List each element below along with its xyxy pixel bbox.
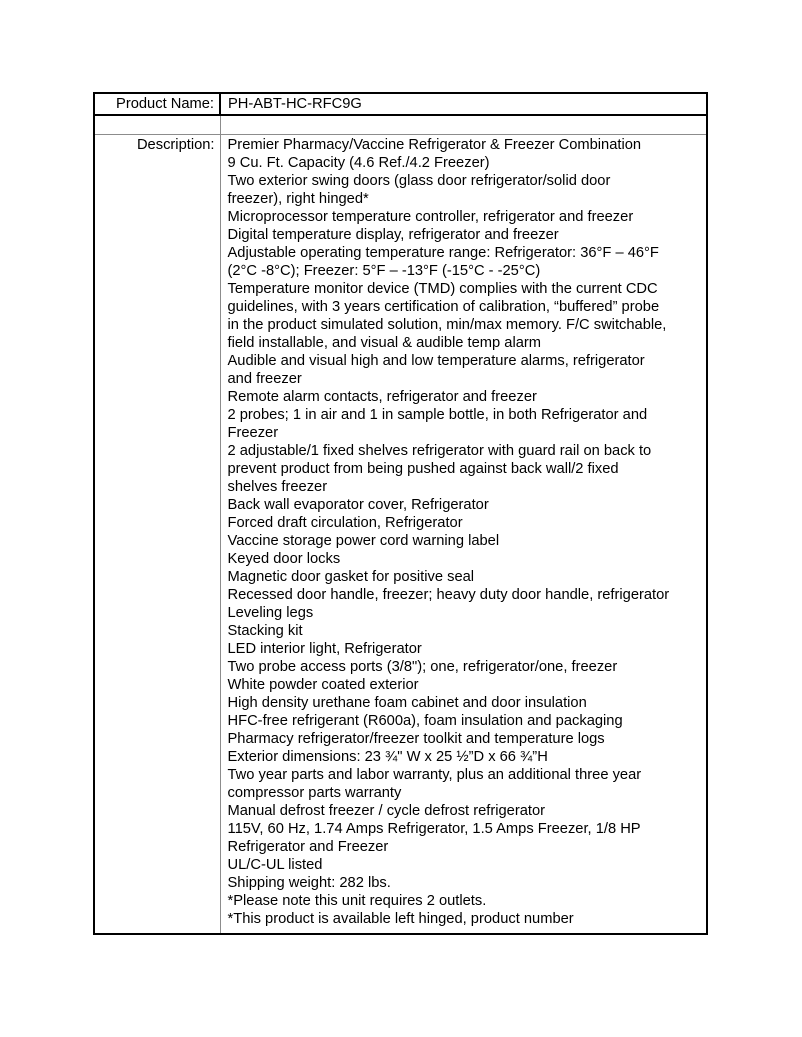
spacer-value-cell xyxy=(220,115,707,134)
description-line: High density urethane foam cabinet and door insulation xyxy=(227,694,587,711)
description-line: Microprocessor temperature controller, refrigerator and freezer xyxy=(227,208,634,225)
description-line: Exterior dimensions: 23 ¾" W x 25 ½”D x 66 ¾”H xyxy=(227,748,548,765)
description-line: Keyed door locks xyxy=(227,550,341,567)
product-name-value: PH-ABT-HC-RFC9G xyxy=(220,93,707,115)
description-line: UL/C-UL listed xyxy=(227,856,323,873)
description-line: shelves freezer xyxy=(227,478,328,495)
description-line: Pharmacy refrigerator/freezer toolkit and temperature logs xyxy=(227,730,605,747)
description-line: (2°C -8°C); Freezer: 5°F – -13°F (-15°C - -25°C) xyxy=(227,262,541,279)
description-line: compressor parts warranty xyxy=(227,784,402,801)
description-line: Manual defrost freezer / cycle defrost refrigerator xyxy=(227,802,546,819)
description-line: Audible and visual high and low temperature alarms, refrigerator xyxy=(227,352,645,369)
table-row-product-name xyxy=(94,93,707,115)
description-line: Premier Pharmacy/Vaccine Refrigerator & Freezer Combination xyxy=(227,136,642,153)
table-row-description xyxy=(94,134,707,934)
description-line: freezer), right hinged* xyxy=(227,190,369,207)
product-spec-table xyxy=(93,92,708,935)
product-name-label: Product Name: xyxy=(94,93,220,115)
description-line: *Please note this unit requires 2 outlets. xyxy=(227,892,487,909)
description-line: Leveling legs xyxy=(227,604,314,621)
description-line: 9 Cu. Ft. Capacity (4.6 Ref./4.2 Freezer) xyxy=(227,154,490,171)
description-line: LED interior light, Refrigerator xyxy=(227,640,422,657)
description-line: in the product simulated solution, min/max memory. F/C switchable, xyxy=(227,316,667,333)
description-line: guidelines, with 3 years certification of calibration, “buffered” probe xyxy=(227,298,660,315)
description-line: Shipping weight: 282 lbs. xyxy=(227,874,391,891)
description-value xyxy=(220,134,707,934)
description-line: Stacking kit xyxy=(227,622,303,639)
description-line-list xyxy=(228,136,703,928)
description-line: Freezer xyxy=(227,424,279,441)
description-line: White powder coated exterior xyxy=(227,676,419,693)
description-line: and freezer xyxy=(227,370,302,387)
description-line: prevent product from being pushed against back wall/2 fixed xyxy=(227,460,619,477)
description-line: Adjustable operating temperature range: Refrigerator: 36°F – 46°F xyxy=(227,244,659,261)
description-line: Forced draft circulation, Refrigerator xyxy=(227,514,463,531)
spacer-label-cell xyxy=(94,115,220,134)
description-line: Vaccine storage power cord warning label xyxy=(227,532,500,549)
description-line: Two probe access ports (3/8"); one, refrigerator/one, freezer xyxy=(227,658,618,675)
description-line: Back wall evaporator cover, Refrigerator xyxy=(227,496,489,513)
description-line: *This product is available left hinged, product number xyxy=(227,910,574,927)
description-line: Refrigerator and Freezer xyxy=(227,838,389,855)
description-line: field installable, and visual & audible temp alarm xyxy=(227,334,542,351)
description-line: Remote alarm contacts, refrigerator and freezer xyxy=(227,388,537,405)
table-row-spacer xyxy=(94,115,707,134)
description-line: HFC-free refrigerant (R600a), foam insulation and packaging xyxy=(227,712,623,729)
description-line: Recessed door handle, freezer; heavy duty door handle, refrigerator xyxy=(227,586,670,603)
description-line: Temperature monitor device (TMD) complies with the current CDC xyxy=(227,280,658,297)
description-line: Magnetic door gasket for positive seal xyxy=(227,568,475,585)
spec-table-body xyxy=(94,93,707,934)
description-line: Two exterior swing doors (glass door refrigerator/solid door xyxy=(227,172,611,189)
description-label: Description: xyxy=(94,134,220,934)
description-line: Digital temperature display, refrigerator and freezer xyxy=(227,226,559,243)
description-line: Two year parts and labor warranty, plus an additional three year xyxy=(227,766,642,783)
description-line: 2 probes; 1 in air and 1 in sample bottle, in both Refrigerator and xyxy=(227,406,648,423)
description-line: 115V, 60 Hz, 1.74 Amps Refrigerator, 1.5 Amps Freezer, 1/8 HP xyxy=(227,820,641,837)
description-line: 2 adjustable/1 fixed shelves refrigerator with guard rail on back to xyxy=(227,442,652,459)
